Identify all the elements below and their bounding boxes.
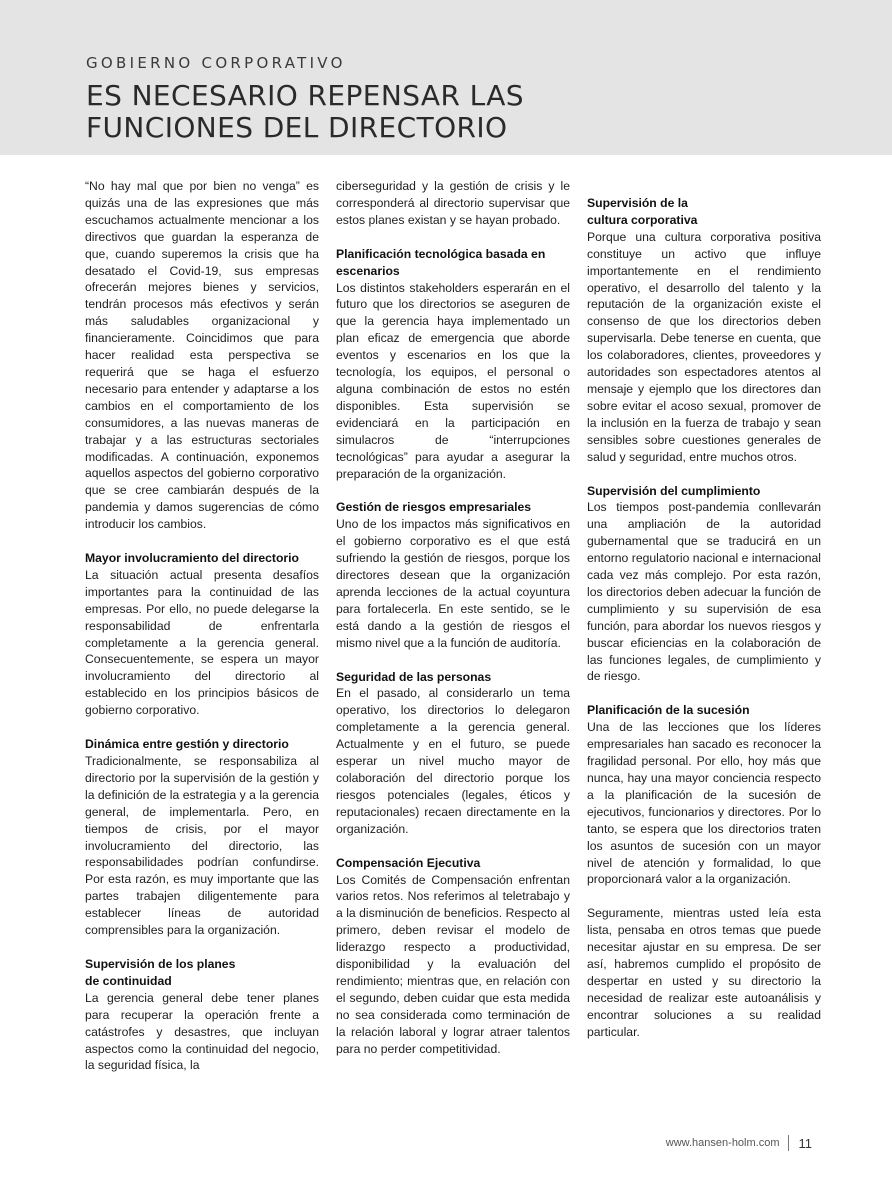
section-heading <box>85 956 319 990</box>
article-title-line-2: FUNCIONES DEL DIRECTORIO <box>86 111 508 144</box>
intro-paragraph: “No hay mal que por bien no venga” es quizás una de las expresiones que más escuchamos actualmente mencionar a los directivos que guardan la esperanza de que, cuando superemos la crisis que ha desatado el Covid-19, sus empresas ofrecerán mejores bienes y servicios, tendrán procesos más efectivos y serán más saludables organizacional y financieramente. Coincidimos que para hacer realidad esta perspectiva se requerirá que se haga el esfuerzo necesario para entender y adaptarse a los cambios en el comportamiento de los consumidores, a las nuevas maneras de trabajar y a las estructuras sectoriales modificadas. A continuación, exponemos aquellos aspectos del gobierno corporativo que se cree cambiarán después de la pandemia y damos sugerencias de cómo introducir los cambios. <box>85 179 319 532</box>
section-body: Los distintos stakeholders esperarán en el futuro que los directorios se aseguren de que la gerencia haya implementado un plan eficaz de emergencia que aborde eventos y escenarios en los que la tecnología, los equipos, el personal o alguna combinación de estos no estén disponibles. Esta supervisión se evidenciará en la participación en simulacros de “interrupciones tecnológicas” para ayudar a asegurar la preparación de la organización. <box>336 280 570 481</box>
section-body: Los Comités de Compensación enfrentan varios retos. Nos referimos al teletrabajo y a la disminución de beneficios. Respecto al primero, deben revisar el modelo de liderazgo respecto a productividad, disponibilidad y la evaluación del rendimiento; mientras que, en relación con el segundo, deben cuidar que esta medida no sea considerada como terminación de la relación laboral y lograr atraer talentos para no perder competitividad. <box>336 872 570 1056</box>
section-heading: Gestión de riesgos empresariales <box>336 500 532 515</box>
section-heading-line-1: Supervisión de la <box>587 196 688 210</box>
closing-paragraph: Seguramente, mientras usted leía esta lista, pensaba en otros temas que puede necesitar ajustar en su empresa. De ser así, habremos cumplido el propósito de despertar en usted y su directorio la necesidad de realizar este autoanálisis y encontrar soluciones a su realidad particular. <box>587 906 821 1039</box>
section-heading: Planificación tecnológica basada en escenarios <box>336 246 546 278</box>
continued-paragraph: ciberseguridad y la gestión de crisis y le corresponderá al directorio supervisar que estos planes existan y se hayan probado. <box>336 179 570 227</box>
section-body: Una de las lecciones que los líderes empresariales han sacado es reconocer la fragilidad personal. Por ello, hoy más que nunca, hay una mayor conciencia respecto a la planificación de la sucesión de ejecutivos, funcionarios y directores. Por lo tanto, se espera que los directorios traten los asuntos de sucesión con un mayor nivel de atención y formalidad, lo que proporcionará valor a la organización. <box>587 720 821 887</box>
column-2 <box>336 178 570 1058</box>
section-heading: Planificación de la sucesión <box>587 703 750 718</box>
section-body: En el pasado, al considerarlo un tema operativo, los directorios lo delegaron completamente a la gerencia general. Actualmente y en el futuro, se puede esperar un nivel mucho mayor de colaboración del directorio porque los riesgos potenciales (legales, éticos y reputacionales) recaen directamente en la organización. <box>336 686 570 836</box>
page-number: 11 <box>798 1135 812 1151</box>
footer-divider <box>788 1135 789 1151</box>
section-heading <box>587 195 821 229</box>
section-heading: Supervisión del cumplimiento <box>587 483 761 498</box>
section-heading-line-2: cultura corporativa <box>587 212 698 227</box>
website-link[interactable]: www.hansen-holm.com <box>665 1137 780 1149</box>
section-body: La situación actual presenta desafíos importantes para la continuidad de las empresas. Por ello, no puede delegarse la responsabilidad de enfrentarla completamente a la gerencia general. Consecuentemente, se espera un mayor involucramiento del directorio al establecido en los principios básicos de gobierno corporativo. <box>85 567 319 718</box>
section-heading: Seguridad de las personas <box>336 669 492 684</box>
section-body: Tradicionalmente, se responsabiliza al directorio por la supervisión de la gestión y la definición de la estrategia y a la gerencia general, de implementarla. Pero, en tiempos de crisis, por el mayor involucramiento del directorio, las responsabilidades podrían confundirse. Por esta razón, es muy importante que las partes trabajen diligentemente para establecer líneas de autoridad comprensibles para la organización. <box>85 754 319 938</box>
section-body: Uno de los impactos más significativos en el gobierno corporativo es el que está sufriendo la gestión de riesgos, porque los directores desean que la organización aprenda lecciones de la actual coyuntura para fortalecerla. En este sentido, se le está dando a la gestión de riesgos el mismo nivel que a la función de auditoría. <box>336 517 570 650</box>
page-footer <box>666 1135 812 1151</box>
section-body: La gerencia general debe tener planes para recuperar la operación frente a catástrofes y desastres, que incluyan aspectos como la continuidad del negocio, la seguridad física, la <box>85 990 319 1073</box>
section-heading: Mayor involucramiento del directorio <box>85 551 300 566</box>
article-title-line-1: ES NECESARIO REPENSAR LAS <box>86 79 524 112</box>
column-3 <box>587 195 821 1041</box>
section-heading: Compensación Ejecutiva <box>336 855 481 870</box>
page-header <box>0 0 892 155</box>
section-heading-line-1: Supervisión de los planes <box>85 956 236 971</box>
article-title <box>86 80 524 144</box>
section-kicker: GOBIERNO CORPORATIVO <box>86 54 346 72</box>
section-body: Porque una cultura corporativa positiva constituye un activo que influye importantemente en el rendimiento operativo, el desarrollo del talento y la reputación de la organización existe el consenso de que los directorios deben supervisarla. Debe tenerse en cuenta, que los colaboradores, clientes, proveedores y autoridades son espectadores atentos al mensaje y ejemplo que los directores dan sobre evitar el acoso sexual, promover de la inclusión en la fuerza de trabajo y sean sensibles sobre cuestiones generales de salud y seguridad, entre muchos otros. <box>587 229 821 464</box>
section-body: Los tiempos post-pandemia conllevarán una ampliación de la autoridad gubernamental que se traducirá en un entorno regulatorio nacional e internacional cada vez más complejo. Por esta razón, los directorios deben adecuar la función de cumplimiento y su supervisión de esa función, para abordar los nuevos riesgos y buscar eficiencias en la colaboración de las funciones legales, de cumplimiento y de riesgo. <box>587 500 821 684</box>
column-1 <box>85 178 319 1074</box>
section-heading-line-2: de continuidad <box>85 973 172 988</box>
section-heading: Dinámica entre gestión y directorio <box>85 737 289 752</box>
